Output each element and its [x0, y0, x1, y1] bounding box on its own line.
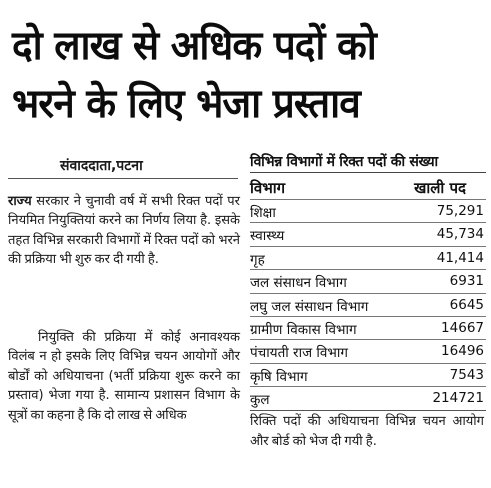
table-cell-department: कृषि विभाग — [250, 368, 308, 385]
table-cell-department: ग्रामीण विकास विभाग — [250, 321, 357, 338]
article-paragraph-1 — [8, 192, 240, 270]
table-title-divider — [250, 172, 486, 173]
table-cell-vacant: 6931 — [449, 273, 484, 290]
table-cell-vacant: 6645 — [449, 296, 484, 313]
table-cell-department: शिक्षा — [250, 205, 276, 221]
article-lead-word: राज्य — [8, 194, 32, 209]
table-row — [250, 293, 486, 316]
table-cell-vacant: 7543 — [449, 366, 484, 383]
article-paragraph-1-text: सरकार ने चुनावी वर्ष में सभी रिक्त पदों पर नियमित नियुक्तियां करने का निर्णय लिया है. इसके तहत विभिन्न सरकारी विभागों में रिक्त पदों को भरने की प्रक्रिया भी शुरु कर दी गयी है. — [8, 194, 240, 268]
table-row — [250, 316, 486, 339]
table-cell-department: जल संसाधन विभाग — [250, 275, 347, 292]
table-row — [250, 222, 486, 245]
headline-line-2: भरने के लिए भेजा प्रस्ताव — [12, 81, 360, 127]
table-row — [250, 246, 486, 269]
table-cell-department: गृह — [250, 251, 265, 268]
table-header — [250, 178, 486, 198]
table-cell-department: लघु जल संसाधन विभाग — [250, 298, 369, 315]
table-cell-department: पंचायती राज विभाग — [250, 345, 348, 362]
table-row-total — [250, 386, 486, 409]
table-header-vacant: खाली पद — [414, 179, 466, 197]
table-cell-department: स्वास्थ्य — [250, 228, 285, 245]
table-header-department: विभाग — [250, 179, 286, 197]
vacancy-table — [250, 199, 486, 411]
table-row — [250, 269, 486, 292]
table-row — [250, 199, 486, 222]
byline-divider — [8, 178, 238, 179]
byline: संवाददाता,पटना — [60, 158, 143, 174]
table-title: विभिन्न विभागों में रिक्त पदों की संख्या — [250, 154, 438, 170]
headline-line-1: दो लाख से अधिक पदों को — [12, 23, 376, 69]
table-cell-vacant: 214721 — [432, 390, 484, 407]
table-cell-vacant: 75,291 — [436, 203, 484, 219]
table-cell-vacant: 45,734 — [436, 226, 484, 243]
article-paragraph-2: नियुक्ति की प्रक्रिया में कोई अनावश्यक विलंब न हो इसके लिए विभिन्न चयन आयोगों और बोर्डों को अधियाचना (भर्ती प्रक्रिया शुरू करने का प्रस्ताव) भेजा गया है. सामान्य प्रशासन विभाग के सूत्रों का कहना है कि दो लाख से अधिक — [8, 330, 240, 423]
table-cell-vacant: 14667 — [441, 319, 484, 336]
table-cell-vacant: 16496 — [441, 343, 484, 360]
table-row — [250, 363, 486, 386]
table-bottom-rule — [250, 410, 486, 411]
table-cell-vacant: 41,414 — [436, 249, 484, 266]
table-cell-department: कुल — [250, 392, 270, 409]
article-paragraph-3: रिक्ति पदों की अधियाचना विभिन्न चयन आयोग और बोर्ड को भेज दी गयी है. — [250, 414, 484, 449]
table-row — [250, 339, 486, 362]
